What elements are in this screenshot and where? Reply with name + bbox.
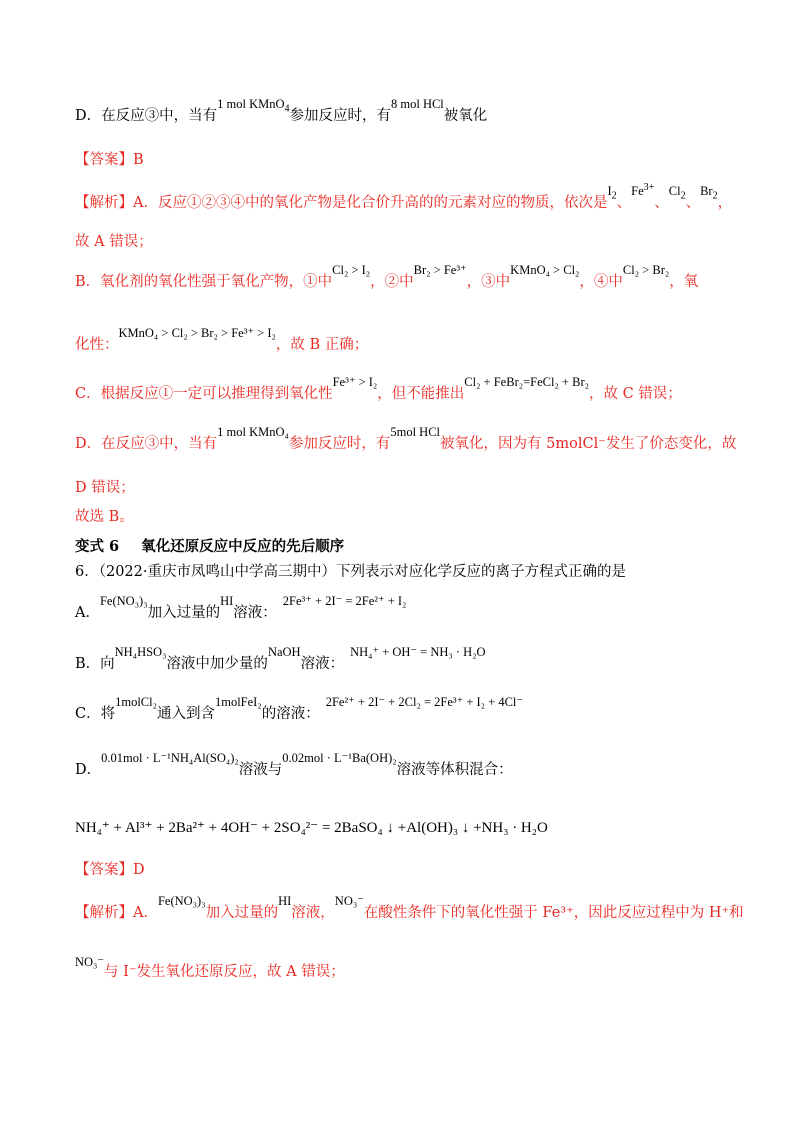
product-cl2: $Cl_2$ [668, 184, 686, 202]
b-formula-4: Cl₂ > Br₂ [622, 263, 670, 277]
c-prefix: C．根据反应①一定可以推理得到氧化性 [75, 386, 333, 402]
sep-2: 、 [654, 195, 669, 212]
sep-3: 、 [685, 195, 701, 212]
question6-stem: 6．（2022·重庆市凤鸣山中学高三期中）下列表示对应化学反应的离子方程式正确的是 [75, 564, 626, 580]
analysis1-line-d [75, 425, 737, 454]
q6-d-formula-2: 0.02mol · L⁻¹Ba(OH)₂ [282, 751, 397, 765]
b2-formula: KMnO₄ > Cl₂ > Br₂ > Fe³⁺ > I₂ [118, 326, 276, 340]
product-br2: $Br_2$ [700, 184, 718, 202]
q6-c-text-2: 的溶液： [261, 706, 320, 722]
answer-label-1: 【答案】B [75, 152, 144, 168]
b2-suffix: ，故 B 正确； [275, 337, 369, 353]
analysis2-line-a2 [75, 955, 345, 982]
q6-b-prefix: B．向 [75, 656, 115, 672]
q6-d-equation: NH₄⁺ + Al³⁺ + 2Ba²⁺ + 4OH⁻ + 2SO₄²⁻ = 2BaSO₄ ↓ +Al(OH)₃ ↓ +NH₃ · H₂O [75, 820, 548, 836]
analysis1-line-a [75, 182, 733, 219]
q6-d-text-2: 溶液等体积混合： [396, 762, 513, 778]
q6-a-prefix: A． [75, 605, 100, 621]
a2-formula-1: Fe(NO₃)₃ [157, 894, 206, 908]
q6-option-c [75, 695, 523, 724]
q6-c-formula-2: 1molFeI₂ [214, 695, 262, 709]
q6-a-formula-1: Fe(NO₃)₃ [99, 594, 148, 608]
b-formula-3: KMnO₄ > Cl₂ [510, 263, 580, 277]
b-text-4: ，④中 [579, 274, 623, 290]
b-formula-1: Cl₂ > I₂ [332, 263, 371, 277]
q6-option-d [75, 751, 513, 780]
q6-option-b [75, 645, 486, 674]
q6-b-equation: NH₄⁺ + OH⁻ = NH₃ · H₂O [350, 645, 486, 659]
analysis1-line-b [75, 263, 699, 292]
prev-d-prefix: D．在反应③中，当有 [75, 108, 218, 124]
c-formula-2: Cl₂ + FeBr₂=FeCl₂ + Br₂ [464, 375, 589, 389]
b-text-3: ，③中 [466, 274, 511, 290]
a2-formula-2: HI [278, 894, 292, 908]
sep-1: 、 [616, 195, 632, 212]
answer-label-2: 【答案】D [75, 862, 145, 878]
a2-text-2: 溶液， [291, 905, 335, 921]
q6-c-equation: 2Fe²⁺ + 2I⁻ + 2Cl₂ = 2Fe³⁺ + I₂ + 4Cl⁻ [325, 695, 523, 709]
q6-b-text-1: 溶液中加少量的 [166, 656, 268, 672]
c-mid: ，但不能推出 [377, 386, 465, 402]
sep-4: ， [717, 195, 733, 212]
q6-d-formula-1: 0.01mol · L⁻¹NH₄Al(SO₄)₂ [101, 751, 239, 765]
analysis1-line-d-cont: D 错误； [75, 480, 135, 496]
b-text-5: ，氧 [669, 274, 699, 290]
analysis1-line-c [75, 375, 682, 404]
b2-prefix: 化性： [75, 337, 119, 353]
product-i2: $I_2$ [607, 184, 617, 202]
prev-d-mid: 参加反应时，有 [289, 108, 391, 124]
analysis1-line-b2 [75, 326, 369, 355]
d-suffix: 被氧化，因为有 5molCl⁻发生了价态变化，故 [440, 436, 737, 452]
analysis2-line-a [75, 894, 744, 923]
analysis1-line-a-cont: 故 A 错误； [75, 234, 153, 250]
b-text-2: ，②中 [370, 274, 414, 290]
q6-a-text-1: 加入过量的 [147, 605, 221, 621]
q6-a-formula-2: HI [220, 594, 234, 608]
analysis1-conclusion: 故选 B。 [75, 509, 134, 525]
a2-text-3: 在酸性条件下的氧化性强于 Fe³⁺，因此反应过程中为 H⁺和 [363, 905, 744, 921]
d-formula-2: 5mol HCl [390, 425, 441, 439]
prev-d-formula-1: 1 mol KMnO$_4$ [217, 97, 290, 115]
a2-formula-3: NO₃⁻ [334, 894, 364, 908]
q6-c-formula-1: 1molCl₂ [115, 695, 157, 709]
c-suffix: ，故 C 错误； [588, 386, 682, 402]
a2b-text: 与 I⁻发生氧化还原反应，故 A 错误； [104, 964, 345, 980]
section-title: 氧化还原反应中反应的先后顺序 [141, 538, 345, 555]
prev-d-formula-2: 8 mol HCl [391, 97, 444, 111]
q6-c-text-1: 通入到含 [156, 706, 215, 722]
a2-prefix: 【解析】A． [75, 905, 158, 921]
d-mid: 参加反应时，有 [288, 436, 391, 452]
prev-d-suffix: 被氧化 [443, 108, 488, 124]
d-formula-1: 1 mol KMnO₄ [217, 425, 289, 439]
b-formula-2: Br₂ > Fe³⁺ [413, 263, 467, 277]
a2b-formula: NO₃⁻ [75, 955, 105, 969]
q6-d-prefix: D． [75, 762, 102, 778]
q6-a-equation: 2Fe³⁺ + 2I⁻ = 2Fe²⁺ + I₂ [282, 594, 407, 608]
prev-option-d [75, 97, 488, 132]
product-fe3: $Fe^{3+}$ [631, 182, 655, 199]
b-prefix: B．氧化剂的氧化性强于氧化产物，①中 [75, 274, 333, 290]
q6-b-formula-2: NaOH [267, 645, 301, 659]
section-header [75, 537, 344, 557]
a2-text-1: 加入过量的 [205, 905, 279, 921]
q6-c-prefix: C．将 [75, 706, 116, 722]
q6-option-a [75, 594, 407, 623]
q6-a-text-2: 溶液： [233, 605, 277, 621]
q6-d-text-1: 溶液与 [238, 762, 283, 778]
section-label: 变式 6 [75, 538, 120, 555]
c-formula-1: Fe³⁺ > I₂ [332, 375, 378, 389]
q6-b-text-2: 溶液： [300, 656, 345, 672]
analysis1-a-text: 【解析】A．反应①②③④中的氧化产物是化合价升高的的元素对应的物质，依次是 [75, 195, 608, 212]
q6-b-formula-1: NH₄HSO₃ [114, 645, 167, 659]
d-prefix: D．在反应③中，当有 [75, 436, 218, 452]
